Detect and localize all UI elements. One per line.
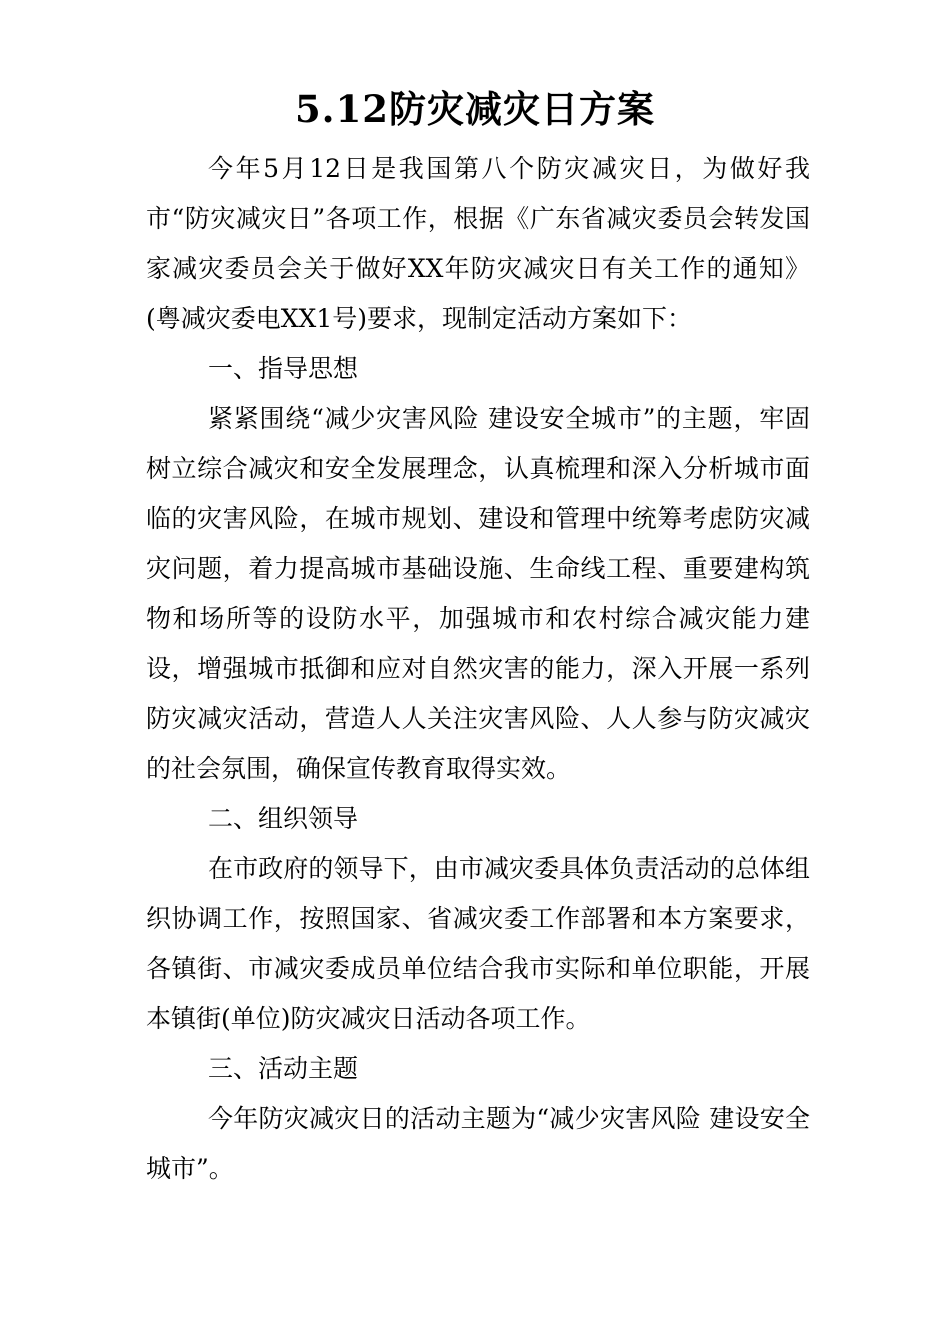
section-heading-organization: 二、组织领导 [208, 804, 359, 833]
section-paragraph-guiding-ideology: 紧紧围绕“减少灾害风险 建设安全城市”的主题，牢固树立综合减灾和安全发展理念，认真梳理和深入分析城市面临的灾害风险，在城市规划、建设和管理中统筹考虑防灾减灾问题，着力提高城市基础设施、生命线工程、重要建构筑物和场所等的设防水平，加强城市和农村综合减灾能力建设，增强城市抵御和应对自然灾害的能力，深入开展一系列防灾减灾活动，营造人人关注灾害风险、人人参与防灾减灾的社会氛围，确保宣传教育取得实效。 [146, 404, 810, 783]
section-paragraph-organization: 在市政府的领导下，由市减灾委具体负责活动的总体组织协调工作，按照国家、省减灾委工作部署和本方案要求，各镇街、市减灾委成员单位结合我市实际和单位职能，开展本镇街(单位)防灾减灾日活动各项工作。 [146, 854, 810, 1033]
intro-paragraph: 今年5月12日是我国第八个防灾减灾日，为做好我市“防灾减灾日”各项工作，根据《广东省减灾委员会转发国家减灾委员会关于做好XX年防灾减灾日有关工作的通知》(粤减灾委电XX1号)要求，现制定活动方案如下： [146, 154, 810, 333]
section-paragraph-activity-theme: 今年防灾减灾日的活动主题为“减少灾害风险 建设安全城市”。 [146, 1104, 810, 1183]
section-heading-activity-theme: 三、活动主题 [208, 1054, 359, 1083]
document-title: 5.12防灾减灾日方案 [294, 87, 656, 131]
section-heading-guiding-ideology: 一、指导思想 [208, 354, 359, 383]
document-body [146, 144, 810, 1194]
